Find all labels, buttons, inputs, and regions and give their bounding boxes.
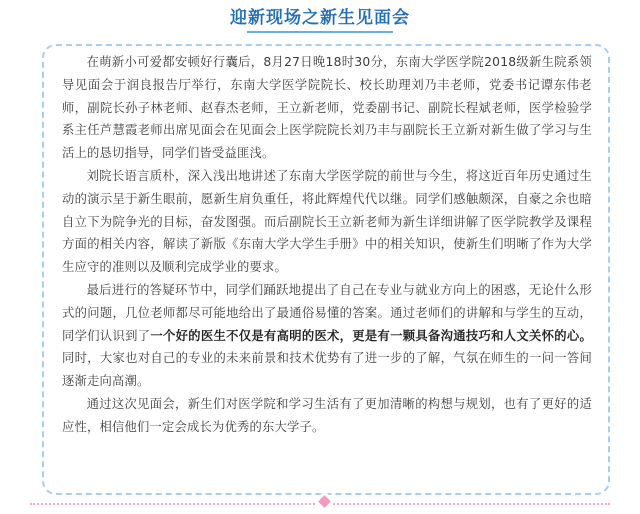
paragraph-3-emphasis: 一个好的医生不仅是有高明的医术，更是有一颗具备沟通技巧和人文关怀的心。 [150, 328, 592, 343]
paragraph-3 [62, 279, 592, 393]
article-body [62, 51, 592, 439]
paragraph-1: 在萌新小可爱都安顿好行囊后，8月27日晚18时30分，东南大学医学院2018级新生院系领导见面会于润良报告厅举行，东南大学医学院院长、校长助理刘乃丰老师，党委书记谭东伟老师，副院长孙子林老师、赵春杰老师，王立新老师，党委副书记、副院长程斌老师，医学检验学系主任芦慧霞老师出席见面会在见面会上医学院院长刘乃丰与副院长王立新对新生做了学习与生活上的恳切指导，同学们皆受益匪浅。 [62, 55, 592, 161]
paragraph-2: 刘院长语言质朴，深入浅出地讲述了东南大学医学院的前世与今生，将这近百年历史通过生动的演示呈于新生眼前，愿新生肩负重任，将此辉煌代代以继。同学们感触颇深，自豪之余也暗自立下为院争光的目标，奋发图强。而后副院长王立新老师为新生详细讲解了医学院教学及课程方面的相关内容，解读了新版《东南大学大学生手册》中的相关知识，使新生们明晰了作为大学生应守的准则以及顺利完成学业的要求。 [62, 168, 592, 275]
paragraph-3-tail: 同时，大家也对自己的专业的未来前景和技术优势有了进一步的了解，气氛在师生的一问一答间逐渐走向高潮。 [62, 351, 592, 389]
paragraph-3-lead: 最后进行的答疑环节中，同学们踊跃地提出了自己在专业与就业方向上的困惑，无论什么形式的问题，几位老师都尽可能地给出了最通俗易懂的答案。通过老师们的讲解和与学生的互动，同学们认识到了 [62, 282, 592, 343]
title-underline [247, 31, 393, 33]
page-title: 迎新现场之新生见面会 [230, 8, 410, 28]
paragraph-4: 通过这次见面会，新生们对医学院和学习生活有了更加清晰的构想与规划，也有了更好的适应性，相信他们一定会成长为优秀的东大学子。 [62, 396, 592, 434]
title-section [0, 0, 640, 40]
